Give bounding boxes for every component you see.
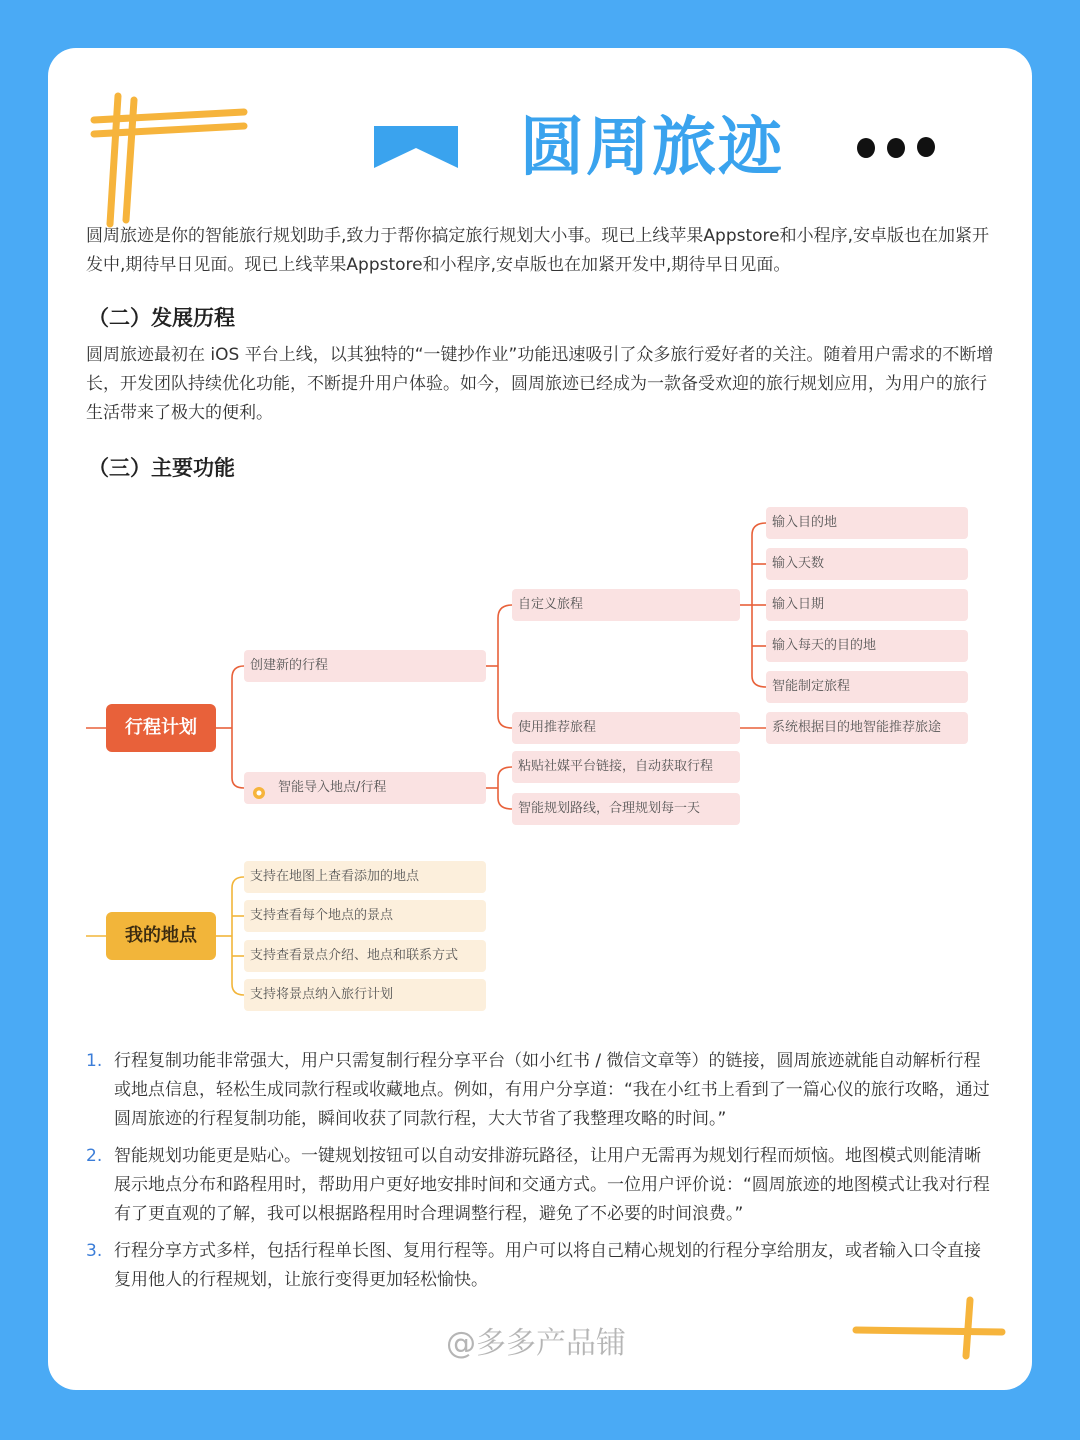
page-title: 圆周旅迹 [520,111,784,185]
list-text: 智能规划功能更是贴心。一键规划按钮可以自动安排游玩路径，让用户无需再为规划行程而烦恼。地图模式则能清晰展示地点分布和路程用时，帮助用户更好地安排时间和交通方式。一位用户评价说：“圆周旅迹的地图模式让我对行程有了更直观的了解，我可以根据路程用时合理调整行程，避免了不必要的时间浪费。” [114,1146,990,1224]
watermark: @多多产品铺 [446,1326,626,1361]
node-import-item: 智能规划路线，合理规划每一天 [512,793,740,825]
node-place-item: 支持查看景点介绍、地点和联系方式 [244,940,486,972]
root-trip-plan: 行程计划 [106,704,216,752]
section-heading-history: （二）发展历程 [88,306,235,330]
node-custom-step: 智能制定旅程 [766,671,968,703]
node-recommend-detail: 系统根据目的地智能推荐旅途 [766,712,968,744]
list-number: 1. [86,1051,103,1071]
node-custom-step: 输入每天的目的地 [766,630,968,662]
root-my-places: 我的地点 [106,912,216,960]
node-import-item: 粘贴社媒平台链接，自动获取行程 [512,751,740,783]
history-paragraph: 圆周旅迹最初在 iOS 平台上线，以其独特的“一键抄作业”功能迅速吸引了众多旅行爱好者的关注。随着用户需求的不断增长，开发团队持续优化功能，不断提升用户体验。如今，圆周旅迹已经成为一款备受欢迎的旅行规划应用，为用户的旅行生活带来了极大的便利。 [86,345,994,423]
node-custom-step: 输入日期 [766,589,968,621]
list-number: 2. [86,1146,103,1166]
section-heading-features: （三）主要功能 [88,456,235,480]
sparkle-icon [252,781,266,795]
node-custom-step: 输入天数 [766,548,968,580]
list-item [86,1142,996,1229]
intro-paragraph: 圆周旅迹是你的智能旅行规划助手,致力于帮你搞定旅行规划大小事。现已上线苹果Appstore和小程序,安卓版也在加紧开发中,期待早日见面。现已上线苹果Appstore和小程序,安卓版也在加紧开发中,期待早日见面。 [86,226,990,275]
list-item [86,1237,996,1295]
list-text: 行程复制功能非常强大，用户只需复制行程分享平台（如小红书 / 微信文章等）的链接，圆周旅迹就能自动解析行程或地点信息，轻松生成同款行程或收藏地点。例如，有用户分享道：“我在小红书上看到了一篇心仪的旅行攻略，通过圆周旅迹的行程复制功能，瞬间收获了同款行程，大大节省了我整理攻略的时间。” [114,1051,990,1129]
node-recommended-trip: 使用推荐旅程 [512,712,740,744]
node-custom-trip: 自定义旅程 [512,589,740,621]
node-smart-import-label: 智能导入地点/行程 [278,780,387,795]
cross-decoration-icon [850,1294,1010,1364]
node-custom-step: 输入目的地 [766,507,968,539]
list-text: 行程分享方式多样，包括行程单长图、复用行程等。用户可以将自己精心规划的行程分享给朋友，或者输入口令直接复用他人的行程规划，让旅行变得更加轻松愉快。 [114,1241,981,1290]
node-smart-import [244,772,486,804]
list-number: 3. [86,1241,103,1261]
list-item [86,1047,996,1134]
node-place-item: 支持将景点纳入旅行计划 [244,979,486,1011]
node-place-item: 支持查看每个地点的景点 [244,900,486,932]
feature-list [86,1047,996,1303]
node-place-item: 支持在地图上查看添加的地点 [244,861,486,893]
node-create-new-trip: 创建新的行程 [244,650,486,682]
